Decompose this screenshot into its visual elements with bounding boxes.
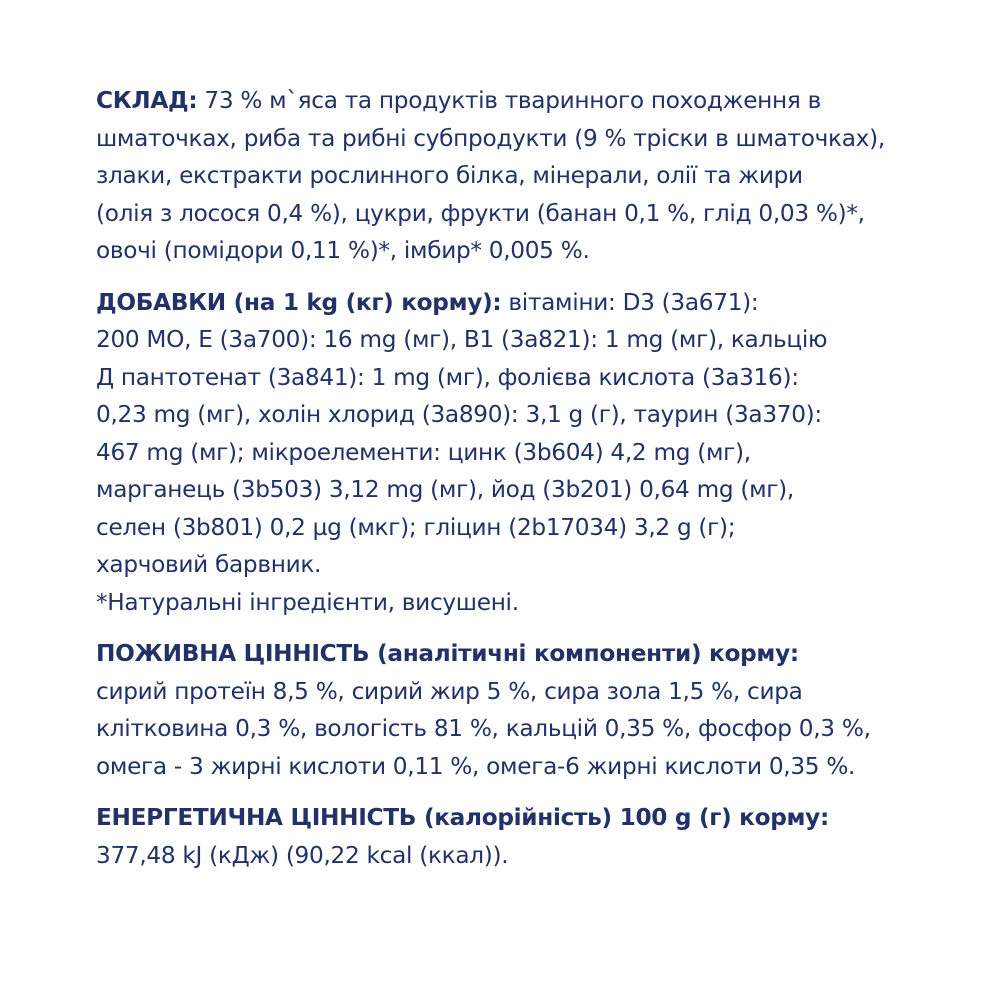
energy-line-1: 377,48 kJ (кДж) (90,22 kcal (ккал)). [96, 841, 509, 869]
additives-line-8: харчовий барвник. [96, 551, 322, 578]
nutrition-line-1: сирий протеїн 8,5 %, сирий жир 5 %, сира зола 1,5 %, сира [96, 677, 803, 705]
additives-line-1 [96, 284, 976, 322]
composition-text: 73 % м`яса та продуктів тваринного походження в [197, 87, 821, 114]
composition-line-2: шматочках, риба та рибні субпродукти (9 % тріски в шматочках), [96, 124, 885, 152]
composition-line-5: овочі (помідори 0,11 %)*, імбир* 0,005 %. [96, 237, 590, 264]
composition-section [96, 82, 976, 270]
nutrition-heading: ПОЖИВНА ЦІННІСТЬ (аналітичні компоненти) корму: [96, 640, 799, 667]
additives-line-5: 467 mg (мг); мікроелементи: цинк (3b604) 4,2 mg (мг), [96, 438, 751, 466]
energy-section [96, 799, 976, 874]
energy-heading: ЕНЕРГЕТИЧНА ЦІННІСТЬ (калорійність) 100 g (г) корму: [96, 804, 829, 831]
natural-ingredients-footnote: *Натуральні інгредієнти, висушені. [96, 588, 519, 616]
composition-line-1 [96, 82, 976, 120]
additives-line-4: 0,23 mg (мг), холін хлорид (3а890): 3,1 g (г), таурин (3а370): [96, 401, 822, 428]
ingredients-label [96, 82, 976, 888]
composition-line-4: (олія з лосося 0,4 %), цукри, фрукти (банан 0,1 %, глід 0,03 %)*, [96, 199, 865, 227]
nutrition-line-2: клітковина 0,3 %, вологість 81 %, кальцій 0,35 %, фосфор 0,3 %, [96, 715, 871, 742]
composition-heading: СКЛАД: [96, 87, 198, 114]
additives-heading: ДОБАВКИ (на 1 kg (кг) корму): [96, 288, 502, 316]
additives-line-6: марганець (3b503) 3,12 mg (мг), йод (3b201) 0,64 mg (мг), [96, 476, 794, 503]
additives-section [96, 284, 976, 622]
nutrition-section [96, 635, 976, 785]
additives-line-2: 200 МО, Е (3а700): 16 mg (мг), В1 (3а821): 1 mg (мг), кальцію [96, 326, 828, 353]
nutrition-line-3: омега - 3 жирні кислоти 0,11 %, омега-6 жирні кислоти 0,35 %. [96, 752, 856, 780]
composition-line-3: злаки, екстракти рослинного білка, мінерали, олії та жири [96, 162, 803, 189]
additives-text: вітаміни: D3 (3а671): [501, 288, 759, 316]
additives-line-7: селен (3b801) 0,2 µg (мкг); гліцин (2b17034) 3,2 g (г); [96, 513, 736, 541]
additives-line-3: Д пантотенат (3а841): 1 mg (мг), фолієва кислота (3а316): [96, 363, 799, 391]
